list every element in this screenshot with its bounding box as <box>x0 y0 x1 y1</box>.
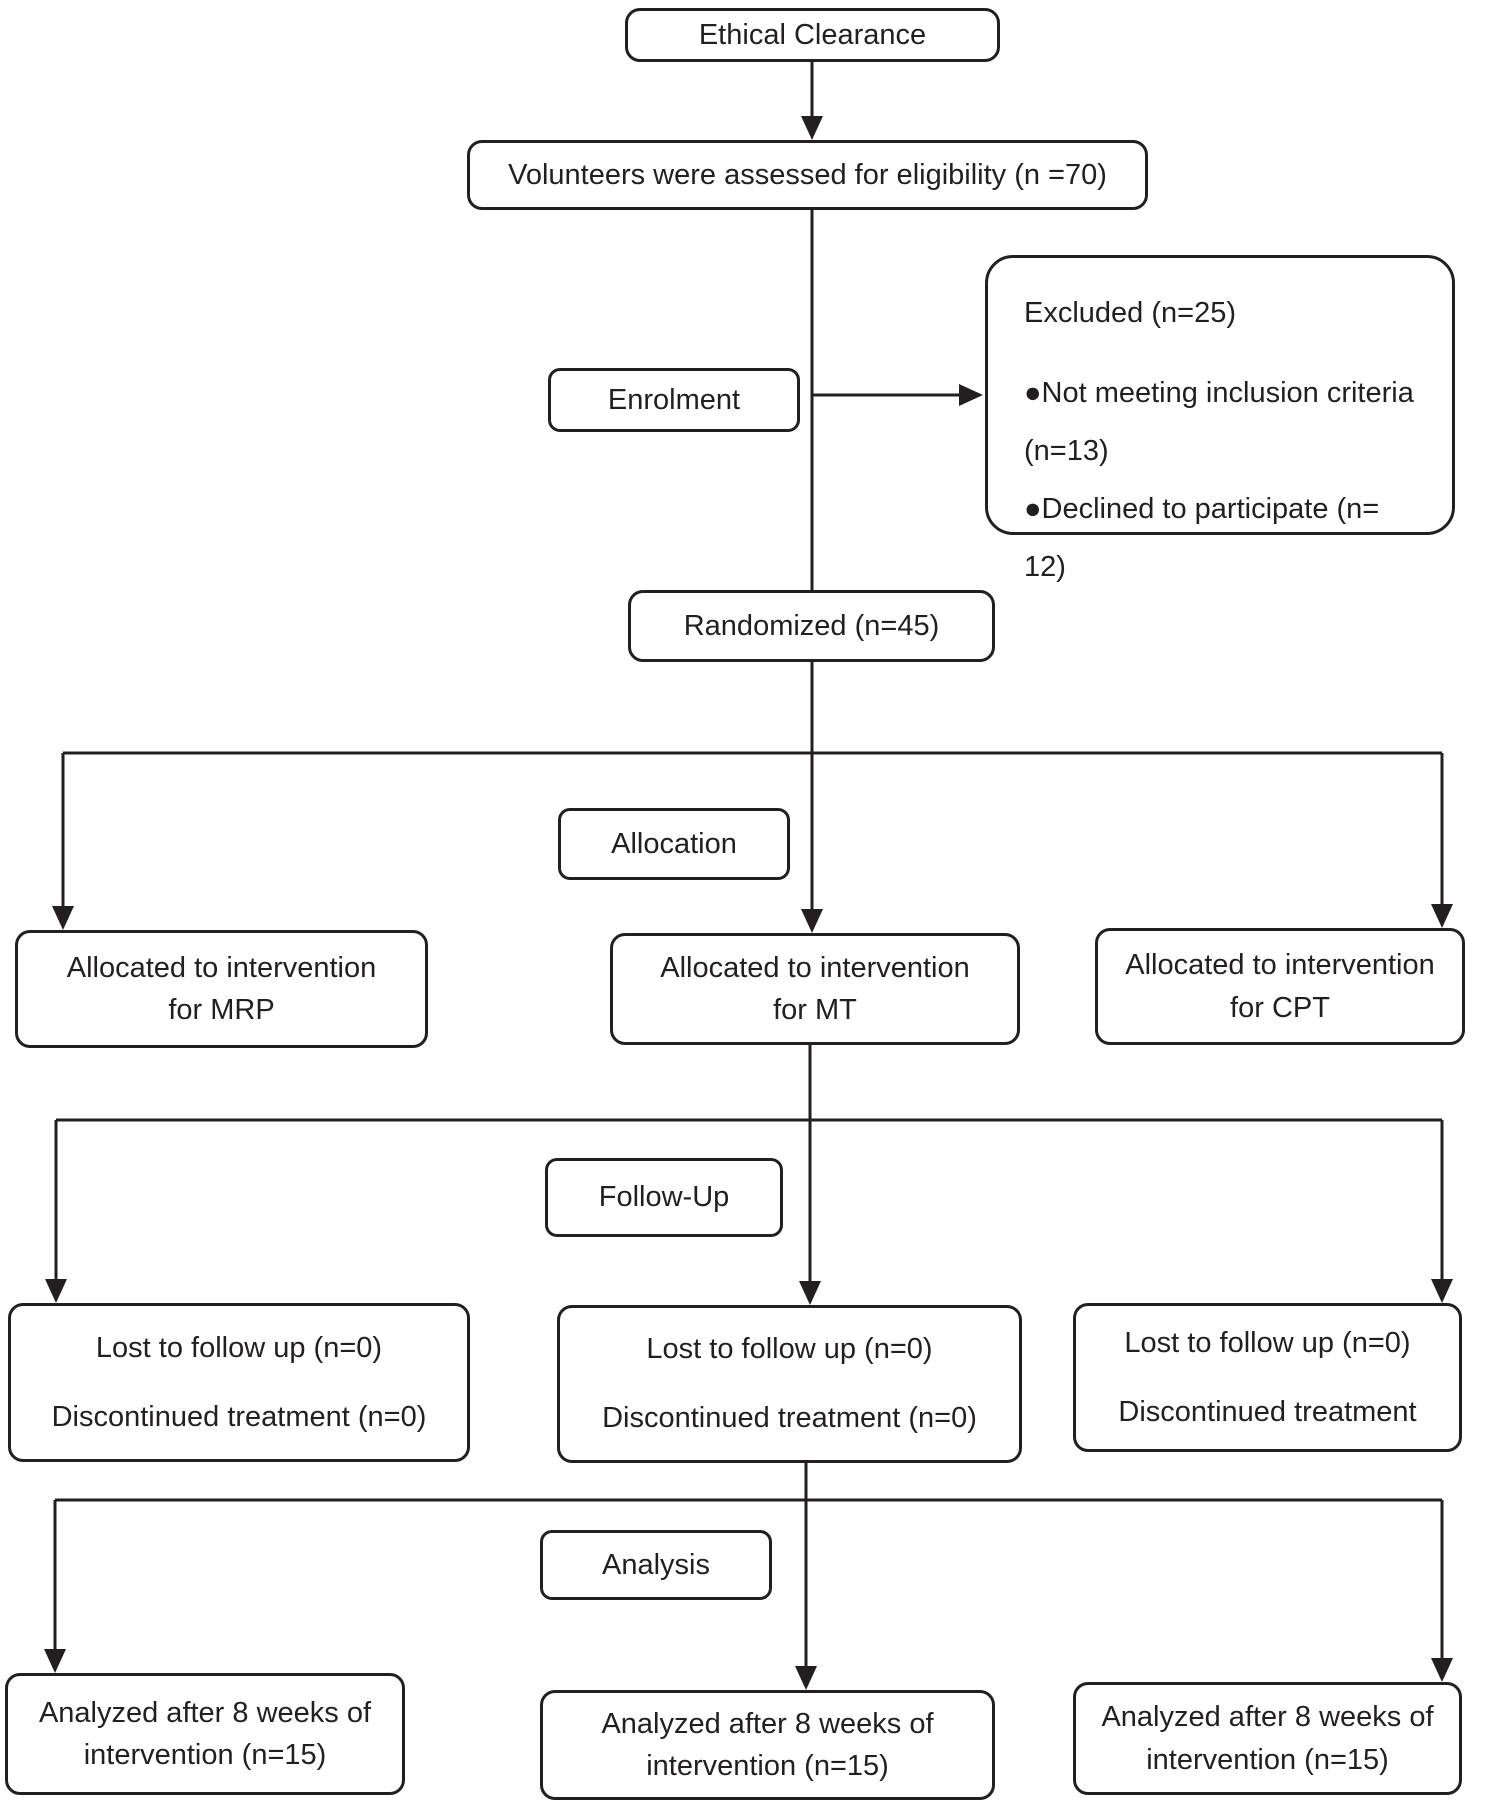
arrowhead-excluded <box>959 384 983 406</box>
box-allocated-mt-line-1: Allocated to intervention <box>660 951 970 984</box>
box-eligibility-label: Volunteers were assessed for eligibility (n =70) <box>508 158 1107 191</box>
box-ethical-clearance <box>625 8 1000 62</box>
box-allocated-cpt-line-1: Allocated to intervention <box>1125 949 1435 982</box>
arrowhead-fu-mt <box>799 1281 821 1305</box>
box-analyzed-mrp-line-2: intervention (n=15) <box>83 1739 327 1771</box>
box-followup-mrp <box>8 1303 470 1462</box>
excluded-title: Excluded (n=25) <box>1024 297 1236 329</box>
box-allocated-cpt <box>1095 928 1465 1045</box>
box-randomized-label: Randomized (n=45) <box>683 609 940 642</box>
box-allocation <box>558 808 790 880</box>
arrowhead-fu-cpt <box>1431 1279 1453 1303</box>
box-allocated-mt-line-2: for MT <box>773 994 857 1026</box>
box-allocation-label: Allocation <box>611 827 737 860</box>
arrowhead-an-mt <box>795 1666 817 1690</box>
excluded-bullet-2: ●Declined to participate (n= 12) <box>1024 493 1380 584</box>
arrowhead-alloc-mt <box>801 909 823 933</box>
arrowhead-alloc-cpt <box>1431 904 1453 928</box>
arrowhead-alloc-mrp <box>52 906 74 930</box>
box-allocated-cpt-line-2: for CPT <box>1230 991 1330 1024</box>
box-analyzed-mt <box>540 1690 995 1800</box>
box-analysis-label: Analysis <box>602 1548 710 1581</box>
box-enrolment <box>548 368 800 432</box>
box-analyzed-mrp <box>5 1673 405 1795</box>
excluded-bullet-1-line-1: ●Not meeting inclusion criteria <box>1024 377 1414 410</box>
excluded-bullet-1-line-2: (n=13) <box>1024 435 1109 468</box>
arrowhead-an-mrp <box>44 1649 66 1673</box>
box-analyzed-mt-line-2: intervention (n=15) <box>646 1750 889 1782</box>
box-analyzed-mt-line-1: Analyzed after 8 weeks of <box>601 1707 934 1740</box>
box-allocated-mrp-line-2: for MRP <box>168 994 275 1026</box>
arrowhead-eligibility <box>801 116 823 140</box>
box-analyzed-cpt-line-1: Analyzed after 8 weeks of <box>1101 1701 1434 1734</box>
box-excluded <box>985 255 1455 584</box>
box-followup-mt-line-2: Discontinued treatment (n=0) <box>602 1402 977 1434</box>
box-followup <box>545 1158 783 1237</box>
box-analysis <box>540 1530 772 1600</box>
box-followup-mrp-line-1: Lost to follow up (n=0) <box>95 1331 383 1364</box>
box-enrolment-label: Enrolment <box>607 383 741 416</box>
box-allocated-mt <box>610 933 1020 1045</box>
box-followup-cpt-line-2: Discontinued treatment <box>1118 1395 1417 1428</box>
box-allocated-mrp <box>15 930 428 1048</box>
box-followup-cpt-line-1: Lost to follow up (n=0) <box>1124 1326 1411 1359</box>
box-eligibility <box>467 140 1148 210</box>
box-followup-mrp-line-2: Discontinued treatment (n=0) <box>51 1400 427 1433</box>
box-followup-mt <box>557 1305 1022 1463</box>
box-analyzed-cpt <box>1073 1682 1462 1795</box>
box-analyzed-cpt-line-2: intervention (n=15) <box>1146 1743 1389 1776</box>
arrowhead-fu-mrp <box>45 1279 67 1303</box>
box-randomized <box>628 590 995 662</box>
box-followup-label: Follow-Up <box>598 1181 730 1214</box>
box-ethical-clearance-label: Ethical Clearance <box>698 18 927 51</box>
box-followup-mt-line-1: Lost to follow up (n=0) <box>646 1333 933 1366</box>
box-analyzed-mrp-line-1: Analyzed after 8 weeks of <box>38 1696 372 1729</box>
box-followup-cpt <box>1073 1303 1462 1452</box>
box-allocated-mrp-line-1: Allocated to intervention <box>66 951 377 984</box>
arrowhead-an-cpt <box>1431 1658 1453 1682</box>
